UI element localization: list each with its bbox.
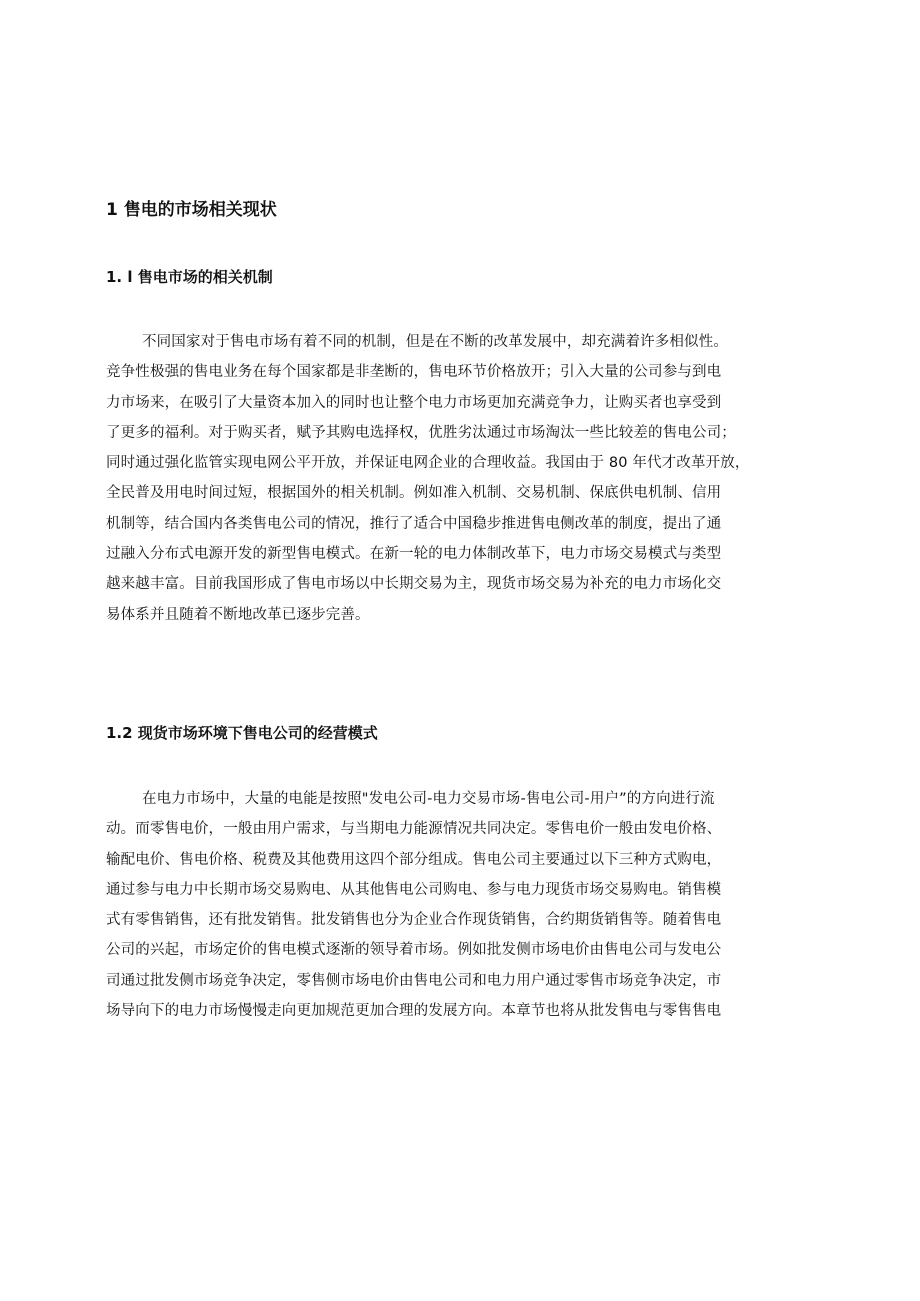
paragraph-line: 了更多的福利。对于购买者，赋予其购电选择权，优胜劣汰通过市场淘汰一些比较差的售电公司； xyxy=(106,424,736,441)
paragraph-line: 式有零售销售，还有批发销售。批发销售也分为企业合作现货销售，合约期货销售等。随着售电 xyxy=(106,912,722,929)
section-heading-1-2: 1.2 现货市场环境下售电公司的经营模式 xyxy=(106,724,378,742)
section-heading-1-1: 1. l 售电市场的相关机制 xyxy=(106,268,273,286)
paragraph-line: 全民普及用电时间过短，根据国外的相关机制。例如准入机制、交易机制、保底供电机制、信用 xyxy=(106,485,722,502)
paragraph-line: 易体系并且随着不断地改革已逐步完善。 xyxy=(106,606,370,623)
paragraph-line: 公司的兴起，市场定价的售电模式逐渐的领导着市场。例如批发侧市场电价由售电公司与发电公 xyxy=(106,942,722,959)
chapter-heading: 1 售电的市场相关现状 xyxy=(106,200,277,220)
paragraph-line: 输配电价、售电价格、税费及其他费用这四个部分组成。售电公司主要通过以下三种方式购电， xyxy=(106,851,722,868)
paragraph-line: 场导向下的电力市场慢慢走向更加规范更加合理的发展方向。本章节也将从批发售电与零售售电 xyxy=(106,1003,722,1020)
paragraph-line: 竞争性极强的售电业务在每个国家都是非垄断的，售电环节价格放开；引入大量的公司参与到电 xyxy=(106,364,722,381)
paragraph-line: 同时通过强化监管实现电网公平开放，并保证电网企业的合理收益。我国由于 80 年代才改革开放， xyxy=(106,455,750,472)
paragraph-line: 动。而零售电价，一般由用户需求，与当期电力能源情况共同决定。零售电价一般由发电价格、 xyxy=(106,821,722,838)
section-1-2-paragraph xyxy=(106,784,826,1026)
paragraph-line: 机制等，结合国内各类售电公司的情况，推行了适合中国稳步推进售电侧改革的制度，提出了通 xyxy=(106,515,722,532)
paragraph-line: 越来越丰富。目前我国形成了售电市场以中长期交易为主，现货市场交易为补充的电力市场化交 xyxy=(106,576,722,593)
paragraph-line: 通过参与电力中长期市场交易购电、从其他售电公司购电、参与电力现货市场交易购电。销售模 xyxy=(106,881,722,898)
section-1-1-paragraph xyxy=(106,327,826,630)
paragraph-line: 在电力市场中，大量的电能是按照"发电公司-电力交易市场-售电公司-用户”的方向进行流 xyxy=(142,791,715,807)
paragraph-line: 过融入分布式电源开发的新型售电模式。在新一轮的电力体制改革下，电力市场交易模式与类型 xyxy=(106,546,722,563)
paragraph-line: 力市场来，在吸引了大量资本加入的同时也让整个电力市场更加充满竞争力，让购买者也享受到 xyxy=(106,394,722,411)
paragraph-line: 不同国家对于售电市场有着不同的机制，但是在不断的改革发展中，却充满着许多相似性。 xyxy=(142,334,728,350)
paragraph-line: 司通过批发侧市场竞争决定，零售侧市场电价由售电公司和电力用户通过零售市场竞争决定，市 xyxy=(106,972,722,989)
